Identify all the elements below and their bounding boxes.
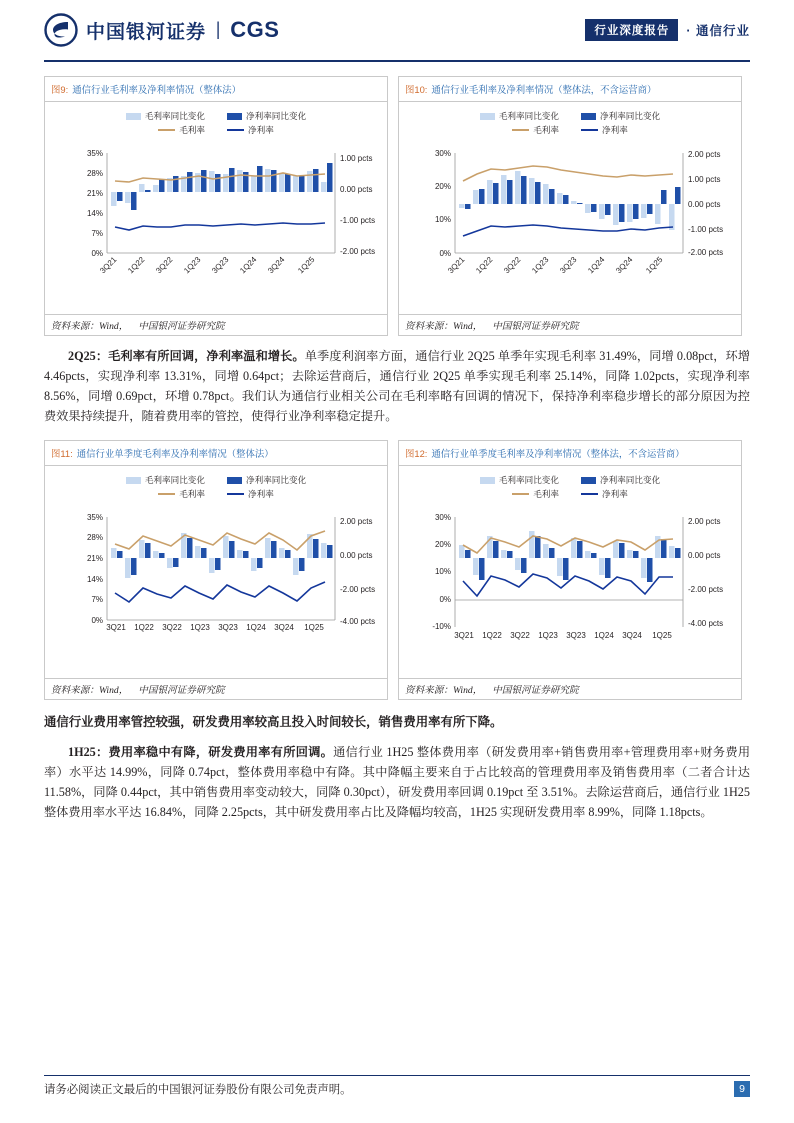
svg-text:3Q24: 3Q24	[266, 255, 287, 276]
figure-11	[44, 440, 388, 700]
svg-text:30%: 30%	[434, 513, 451, 522]
figure-11-body	[45, 466, 387, 678]
figure-9	[44, 76, 388, 336]
svg-text:1Q23: 1Q23	[538, 631, 558, 640]
figure-9-plot	[49, 138, 383, 288]
report-type-badge: 行业深度报告	[585, 19, 678, 41]
svg-text:-1.00 pcts: -1.00 pcts	[340, 216, 376, 225]
svg-text:35%: 35%	[86, 149, 103, 158]
svg-text:1Q24: 1Q24	[238, 255, 259, 276]
legend-line-icon	[581, 129, 598, 131]
svg-text:3Q21: 3Q21	[98, 255, 119, 276]
svg-text:3Q23: 3Q23	[218, 623, 238, 632]
figure-9-source: 资料来源：Wind， 中国银河证券研究院	[45, 314, 387, 335]
svg-text:1Q25: 1Q25	[296, 255, 317, 276]
svg-text:1Q22: 1Q22	[126, 255, 147, 276]
svg-text:2.00 pcts: 2.00 pcts	[688, 517, 721, 526]
svg-text:21%: 21%	[86, 554, 103, 563]
svg-text:2.00 pcts: 2.00 pcts	[688, 150, 721, 159]
brand	[44, 13, 279, 47]
paragraph-2	[44, 742, 750, 822]
figure-11-title: 图11: 通信行业单季度毛利率及净利率情况（整体法）	[45, 441, 387, 466]
svg-text:1.00 pcts: 1.00 pcts	[688, 175, 721, 184]
paragraph-1-lead: 2Q25：毛利率有所回调，净利率温和增长。	[68, 349, 305, 363]
svg-text:3Q21: 3Q21	[446, 255, 467, 276]
figure-12-plot	[403, 502, 737, 652]
svg-text:0%: 0%	[439, 595, 451, 604]
legend-item: 净利率	[581, 124, 628, 136]
svg-text:10%: 10%	[434, 215, 451, 224]
legend-item: 毛利率同比变化	[126, 474, 205, 486]
figure-10-source: 资料来源：Wind， 中国银河证券研究院	[399, 314, 741, 335]
svg-text:-2.00 pcts: -2.00 pcts	[688, 248, 724, 257]
legend-line-icon	[158, 493, 175, 495]
svg-text:35%: 35%	[86, 513, 103, 522]
svg-text:0.00 pcts: 0.00 pcts	[688, 551, 721, 560]
svg-text:14%: 14%	[86, 575, 103, 584]
svg-text:0%: 0%	[91, 249, 103, 258]
svg-text:0.00 pcts: 0.00 pcts	[688, 200, 721, 209]
page-header	[44, 0, 750, 62]
legend-item: 净利率	[227, 488, 274, 500]
svg-text:30%: 30%	[434, 149, 451, 158]
svg-text:3Q22: 3Q22	[510, 631, 530, 640]
svg-text:1Q25: 1Q25	[304, 623, 324, 632]
svg-text:1Q25: 1Q25	[644, 255, 665, 276]
brand-separator: |	[216, 19, 221, 40]
svg-text:3Q24: 3Q24	[274, 623, 294, 632]
svg-text:1Q23: 1Q23	[182, 255, 203, 276]
figure-10	[398, 76, 742, 336]
svg-text:3Q21: 3Q21	[454, 631, 474, 640]
figure-11-legend	[49, 470, 383, 500]
figure-9-body	[45, 102, 387, 314]
svg-text:-2.00 pcts: -2.00 pcts	[340, 585, 376, 594]
legend-line-icon	[227, 129, 244, 131]
section-heading: 通信行业费用率管控较强，研发费用率较高且投入时间较长，销售费用率有所下降。	[44, 715, 503, 729]
svg-text:1Q24: 1Q24	[246, 623, 266, 632]
figure-11-source: 资料来源：Wind， 中国银河证券研究院	[45, 678, 387, 699]
legend-line-icon	[512, 129, 529, 131]
figure-9-legend	[49, 106, 383, 136]
figure-10-title: 图10: 通信行业毛利率及净利率情况（整体法，不含运营商）	[399, 77, 741, 102]
legend-swatch-icon	[126, 113, 141, 120]
figure-10-legend	[403, 106, 737, 136]
legend-item: 毛利率同比变化	[480, 474, 559, 486]
svg-text:2.00 pcts: 2.00 pcts	[340, 517, 373, 526]
legend-line-icon	[227, 493, 244, 495]
svg-text:0%: 0%	[91, 616, 103, 625]
paragraph-1-body: 单季度利润率方面，通信行业 2Q25 单季年实现毛利率 31.49%，同增 0.08pct，环增 4.46pcts，实现净利率 13.31%，同增 0.64pct；去除运营商后，通信行业 2Q25 单季实现毛利率 25.14%，同降 1.02pcts，实现净利率 8.56%，同增 0.69pct，环增 0.78pct。我们认为通信行业相关公司在毛利率略有回调的情况下，保持净利率稳步增长的部分原因为控费效果持续提升，随着费用率的管控，使得行业净利率稳定提升。	[44, 349, 751, 423]
figure-row-2	[44, 440, 750, 700]
svg-text:1Q24: 1Q24	[594, 631, 614, 640]
svg-text:-4.00 pcts: -4.00 pcts	[340, 617, 376, 626]
legend-item: 毛利率	[158, 488, 205, 500]
legend-swatch-icon	[480, 113, 495, 120]
svg-text:3Q21: 3Q21	[106, 623, 126, 632]
svg-text:-10%: -10%	[432, 622, 451, 631]
figure-9-label: 图9:	[51, 84, 69, 95]
legend-swatch-icon	[581, 477, 596, 484]
svg-text:20%: 20%	[434, 182, 451, 191]
figure-10-label: 图10:	[405, 84, 428, 95]
svg-text:-2.00 pcts: -2.00 pcts	[688, 585, 724, 594]
svg-text:14%: 14%	[86, 209, 103, 218]
figure-12-label: 图12:	[405, 448, 428, 459]
paragraph-2-lead: 1H25：费用率稳中有降，研发费用率有所回调。	[68, 745, 334, 759]
svg-text:3Q23: 3Q23	[210, 255, 231, 276]
svg-text:10%: 10%	[434, 567, 451, 576]
svg-text:-4.00 pcts: -4.00 pcts	[688, 619, 724, 628]
legend-item: 毛利率	[512, 488, 559, 500]
legend-item: 毛利率同比变化	[480, 110, 559, 122]
figure-12-title: 图12: 通信行业单季度毛利率及净利率情况（整体法，不含运营商）	[399, 441, 741, 466]
svg-text:7%: 7%	[91, 229, 103, 238]
legend-line-icon	[158, 129, 175, 131]
svg-text:1Q22: 1Q22	[134, 623, 154, 632]
svg-text:21%: 21%	[86, 189, 103, 198]
svg-text:-2.00 pcts: -2.00 pcts	[340, 247, 376, 256]
svg-text:3Q24: 3Q24	[614, 255, 635, 276]
header-right	[585, 19, 750, 41]
cgs-logo-icon	[44, 13, 78, 47]
legend-item: 毛利率	[158, 124, 205, 136]
legend-swatch-icon	[227, 477, 242, 484]
figure-12-legend	[403, 470, 737, 500]
figure-12-body	[399, 466, 741, 678]
brand-name-en: CGS	[230, 17, 280, 42]
legend-item: 净利率	[227, 124, 274, 136]
figure-11-label: 图11:	[51, 448, 73, 459]
svg-text:0.00 pcts: 0.00 pcts	[340, 551, 373, 560]
legend-line-icon	[512, 493, 529, 495]
figure-10-plot	[403, 138, 737, 288]
svg-text:0%: 0%	[439, 249, 451, 258]
svg-text:20%: 20%	[434, 540, 451, 549]
svg-text:28%: 28%	[86, 533, 103, 542]
svg-text:3Q22: 3Q22	[502, 255, 523, 276]
svg-text:1Q24: 1Q24	[586, 255, 607, 276]
paragraph-1	[44, 346, 750, 426]
legend-swatch-icon	[480, 477, 495, 484]
page-footer	[44, 1075, 750, 1097]
svg-text:-1.00 pcts: -1.00 pcts	[688, 225, 724, 234]
figure-9-title: 图9: 通信行业毛利率及净利率情况（整体法）	[45, 77, 387, 102]
svg-text:0.00 pcts: 0.00 pcts	[340, 185, 373, 194]
legend-item: 净利率	[581, 488, 628, 500]
legend-line-icon	[581, 493, 598, 495]
svg-text:1.00 pcts: 1.00 pcts	[340, 154, 373, 163]
svg-text:3Q23: 3Q23	[558, 255, 579, 276]
legend-item: 净利率同比变化	[227, 110, 306, 122]
legend-swatch-icon	[581, 113, 596, 120]
legend-item: 毛利率同比变化	[126, 110, 205, 122]
legend-item: 净利率同比变化	[581, 474, 660, 486]
legend-item: 毛利率	[512, 124, 559, 136]
disclaimer-text: 请务必阅读正文最后的中国银河证券股份有限公司免责声明。	[44, 1084, 352, 1096]
svg-text:1Q25: 1Q25	[652, 631, 672, 640]
figure-10-body	[399, 102, 741, 314]
industry-label: · 通信行业	[686, 24, 750, 38]
page-number: 9	[734, 1081, 750, 1097]
legend-item: 净利率同比变化	[227, 474, 306, 486]
svg-text:28%: 28%	[86, 169, 103, 178]
figure-row-1	[44, 76, 750, 336]
figure-11-plot	[49, 502, 383, 652]
svg-text:7%: 7%	[91, 595, 103, 604]
paragraph-2-body: 通信行业 1H25 整体费用率（研发费用率+销售费用率+管理费用率+财务费用率）水平达 14.99%，同降 0.74pct，整体费用率稳中有降。其中降幅主要来自于占比较高的管理费用率及销售费用率（二者合计达 11.58%，同降 0.44pct，其中销售费用率变动较大，同降 0.30pct），研发费用率回调 0.19pct 至 3.51%。去除运营商后，通信行业 1H25 整体费用率水平达 16.84%，同降 2.25pcts，其中研发费用率占比及降幅均较高，1H25 实现研发费用率 8.99%，同降 1.18pcts。	[44, 745, 751, 819]
svg-text:1Q22: 1Q22	[474, 255, 495, 276]
figure-12	[398, 440, 742, 700]
svg-text:3Q24: 3Q24	[622, 631, 642, 640]
svg-text:1Q23: 1Q23	[190, 623, 210, 632]
svg-text:1Q22: 1Q22	[482, 631, 502, 640]
figure-12-source: 资料来源：Wind， 中国银河证券研究院	[399, 678, 741, 699]
svg-text:3Q22: 3Q22	[154, 255, 175, 276]
legend-item: 净利率同比变化	[581, 110, 660, 122]
legend-swatch-icon	[126, 477, 141, 484]
svg-text:3Q22: 3Q22	[162, 623, 182, 632]
brand-name-cn: 中国银河证券	[86, 21, 207, 43]
svg-text:3Q23: 3Q23	[566, 631, 586, 640]
legend-swatch-icon	[227, 113, 242, 120]
svg-text:1Q23: 1Q23	[530, 255, 551, 276]
